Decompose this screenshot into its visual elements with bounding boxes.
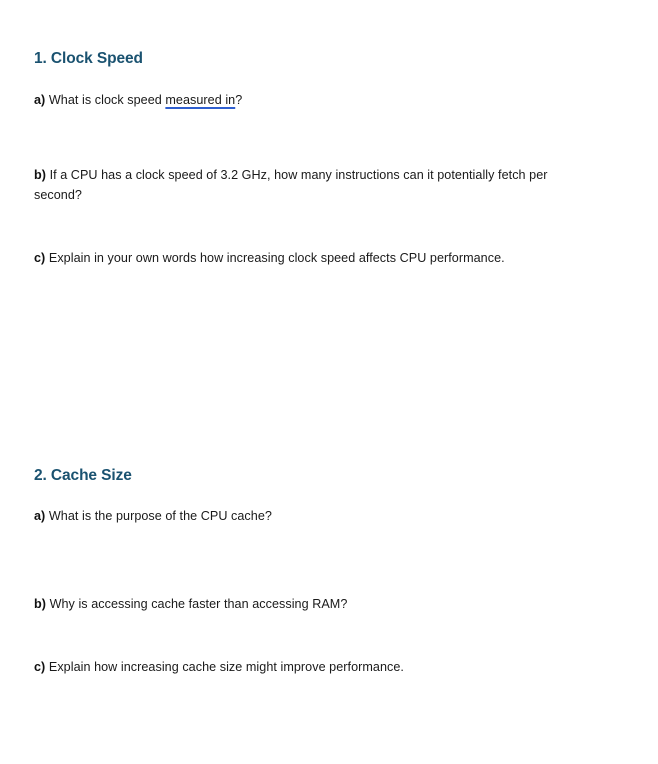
question-1c-label: c) — [34, 251, 46, 266]
question-2b — [34, 595, 596, 615]
answer-space-1a[interactable] — [34, 110, 596, 166]
question-2b-text: Why is accessing cache faster than accessing RAM? — [49, 596, 348, 611]
question-1b — [34, 166, 596, 205]
question-2c-label: c) — [34, 660, 46, 675]
answer-space-1b[interactable] — [34, 205, 596, 249]
question-1a-underlined-phrase[interactable]: measured in — [165, 92, 236, 107]
answer-space-1c[interactable] — [34, 269, 596, 355]
section-cache-size — [34, 355, 596, 764]
question-2a — [34, 507, 596, 527]
spacer — [34, 69, 596, 91]
question-1a-text-after: ? — [235, 92, 243, 107]
question-1c — [34, 249, 596, 269]
question-1a-label: a) — [34, 92, 46, 107]
answer-space-2a[interactable] — [34, 527, 596, 595]
question-2c-text: Explain how increasing cache size might improve performance. — [48, 660, 404, 675]
section-clock-speed — [34, 0, 596, 355]
spacer — [34, 485, 596, 507]
question-2c — [34, 658, 596, 678]
question-2a-label: a) — [34, 509, 46, 524]
question-2a-text: What is the purpose of the CPU cache? — [48, 509, 272, 524]
section-heading-2: 2. Cache Size — [34, 466, 132, 484]
question-1c-text: Explain in your own words how increasing clock speed affects CPU performance. — [48, 251, 505, 266]
question-2b-label: b) — [34, 596, 46, 611]
question-1a — [34, 91, 596, 111]
section-heading-1: 1. Clock Speed — [34, 50, 143, 67]
answer-space-2b[interactable] — [34, 614, 596, 658]
question-1a-text-before: What is clock speed — [48, 92, 166, 107]
answer-space-2c[interactable] — [34, 678, 596, 764]
question-1b-text: If a CPU has a clock speed of 3.2 GHz, how many instructions can it potentially fetch per second? — [34, 168, 548, 202]
question-1b-label: b) — [34, 168, 46, 183]
